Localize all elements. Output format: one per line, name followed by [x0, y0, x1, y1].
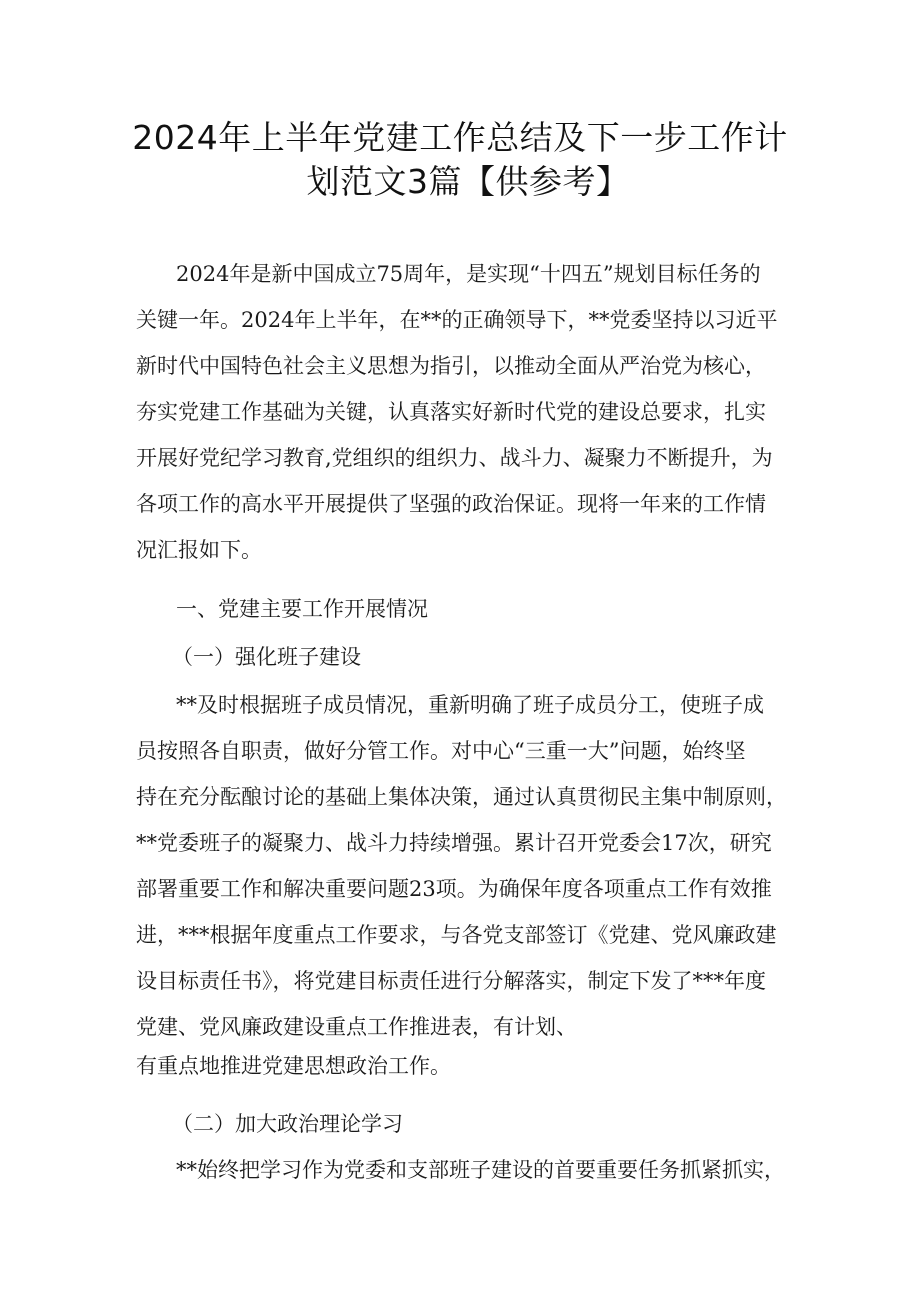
document-title-line-2: 划范文3篇【供参考】	[306, 162, 630, 201]
paragraph-line: 设目标责任书》，将党建目标责任进行分解落实，制定下发了***年度	[136, 969, 766, 993]
paragraph-line: 夯实党建工作基础为关键，认真落实好新时代党的建设总要求，扎实	[136, 400, 766, 424]
paragraph-line: **及时根据班子成员情况，重新明确了班子成员分工，使班子成	[176, 693, 764, 717]
paragraph-line: 2024年是新中国成立75周年，是实现“十四五”规划目标任务的	[176, 262, 761, 286]
subsection-heading: （二）加大政治理论学习	[172, 1112, 403, 1136]
paragraph-line: 员按照各自职责，做好分管工作。对中心“三重一大”问题，始终坚	[136, 739, 746, 763]
paragraph-line: 部署重要工作和解决重要问题23项。为确保年度各项重点工作有效推	[136, 877, 772, 901]
paragraph-line: 有重点地推进党建思想政治工作。	[136, 1054, 451, 1078]
section-heading: 一、党建主要工作开展情况	[176, 597, 428, 621]
document-title-line-1: 2024年上半年党建工作总结及下一步工作计	[132, 118, 788, 157]
paragraph-line: 关键一年。2024年上半年，在**的正确领导下，**党委坚持以习近平	[136, 308, 778, 332]
paragraph-line: 党建、党风廉政建设重点工作推进表，有计划、	[136, 1015, 577, 1039]
paragraph-line: **党委班子的凝聚力、战斗力持续增强。累计召开党委会17次，研究	[136, 831, 772, 855]
paragraph-line: 持在充分酝酿讨论的基础上集体决策，通过认真贯彻民主集中制原则，	[136, 785, 787, 809]
subsection-heading: （一）强化班子建设	[172, 645, 361, 669]
paragraph-line: 开展好党纪学习教育,党组织的组织力、战斗力、凝聚力不断提升，为	[136, 446, 773, 470]
paragraph-line: 进，***根据年度重点工作要求，与各党支部签订《党建、党风廉政建	[136, 923, 777, 947]
paragraph-line: 各项工作的高水平开展提供了坚强的政治保证。现将一年来的工作情	[136, 492, 766, 516]
paragraph-line: **始终把学习作为党委和支部班子建设的首要重要任务抓紧抓实，	[176, 1158, 785, 1182]
paragraph-line: 况汇报如下。	[136, 538, 262, 562]
paragraph-line: 新时代中国特色社会主义思想为指引，以推动全面从严治党为核心，	[136, 354, 766, 378]
